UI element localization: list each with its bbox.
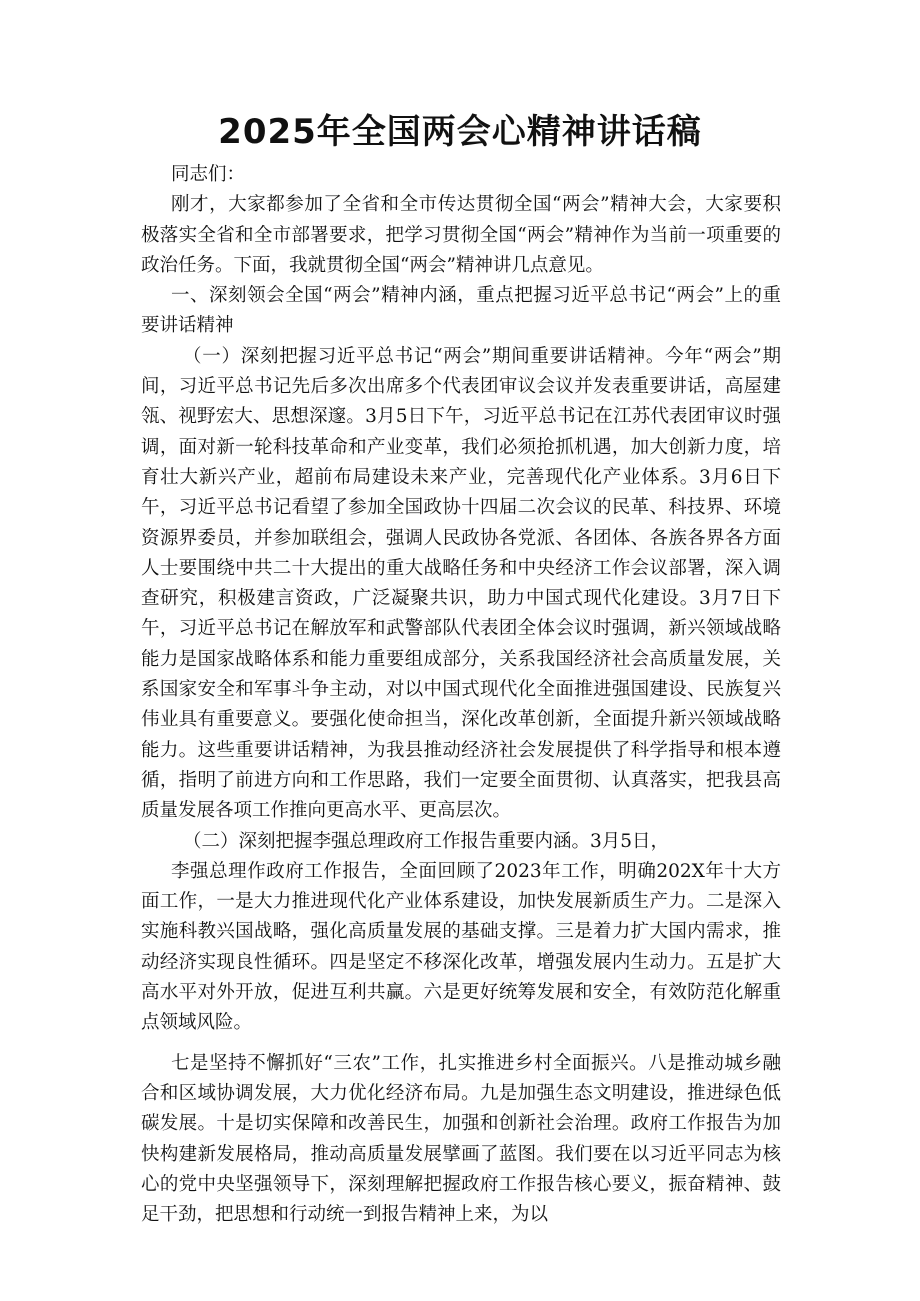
section-heading-1: 一、深刻领会全国“两会”精神内涵，重点把握习近平总书记“两会”上的重要讲话精神: [141, 285, 781, 337]
document-body: [141, 160, 781, 1230]
paragraph-government-report: 李强总理作政府工作报告，全面回顾了2023年工作，明确202X年十大方面工作，一是大力推进现代化产业体系建设，加快发展新质生产力。二是深入实施科教兴国战略，强化高质量发展的基础支撑。三是着力扩大国内需求，推动经济实现良性循环。四是坚定不移深化改革，增强发展内生动力。五是扩大高水平对外开放，促进互利共赢。六是更好统筹发展和安全，有效防范化解重点领域风险。: [141, 860, 781, 1034]
document-title: 2025年全国两会心精神讲话稿: [218, 112, 702, 152]
paragraph-continuation: 七是坚持不懈抓好“三农”工作，扎实推进乡村全面振兴。八是推动城乡融合和区域协调发展，大力优化经济布局。九是加强生态文明建设，推进绿色低碳发展。十是切实保障和改善民生，加强和创新社会治理。政府工作报告为加快构建新发展格局，推动高质量发展擘画了蓝图。我们要在以习近平同志为核心的党中央坚强领导下，深刻理解把握政府工作报告核心要义，振奋精神、鼓足干劲，把思想和行动统一到报告精神上来，为以: [141, 1052, 781, 1226]
paragraph-subsection-2-heading: （二）深刻把握李强总理政府工作报告重要内涵。3月5日，: [183, 830, 670, 852]
paragraph-intro: 刚才，大家都参加了全省和全市传达贯彻全国“两会”精神大会，大家要积极落实全省和全市部署要求，把学习贯彻全国“两会”精神作为当前一项重要的政治任务。下面，我就贯彻全国“两会”精神讲几点意见。: [141, 194, 781, 276]
salutation: 同志们：: [171, 164, 246, 185]
paragraph-subsection-1: （一）深刻把握习近平总书记“两会”期间重要讲话精神。今年“两会”期间，习近平总书记先后多次出席多个代表团审议会议并发表重要讲话，高屋建瓴、视野宏大、思想深邃。3月5日下午，习近平总书记在江苏代表团审议时强调，面对新一轮科技革命和产业变革，我们必须抢抓机遇，加大创新力度，培育壮大新兴产业，超前布局建设未来产业，完善现代化产业体系。3月6日下午，习近平总书记看望了参加全国政协十四届二次会议的民革、科技界、环境资源界委员，并参加联组会，强调人民政协各党派、各团体、各族各界各方面人士要围绕中共二十大提出的重大战略任务和中央经济工作会议部署，深入调查研究，积极建言资政，广泛凝聚共识，助力中国式现代化建设。3月7日下午，习近平总书记在解放军和武警部队代表团全体会议时强调，新兴领域战略能力是国家战略体系和能力重要组成部分，关系我国经济社会高质量发展，关系国家安全和军事斗争主动，对以中国式现代化全面推进强国建设、民族复兴伟业具有重要意义。要强化使命担当，深化改革创新，全面提升新兴领域战略能力。这些重要讲话精神，为我县推动经济社会发展提供了科学指导和根本遵循，指明了前进方向和工作思路，我们一定要全面贯彻、认真落实，把我县高质量发展各项工作推向更高水平、更高层次。: [141, 345, 781, 822]
